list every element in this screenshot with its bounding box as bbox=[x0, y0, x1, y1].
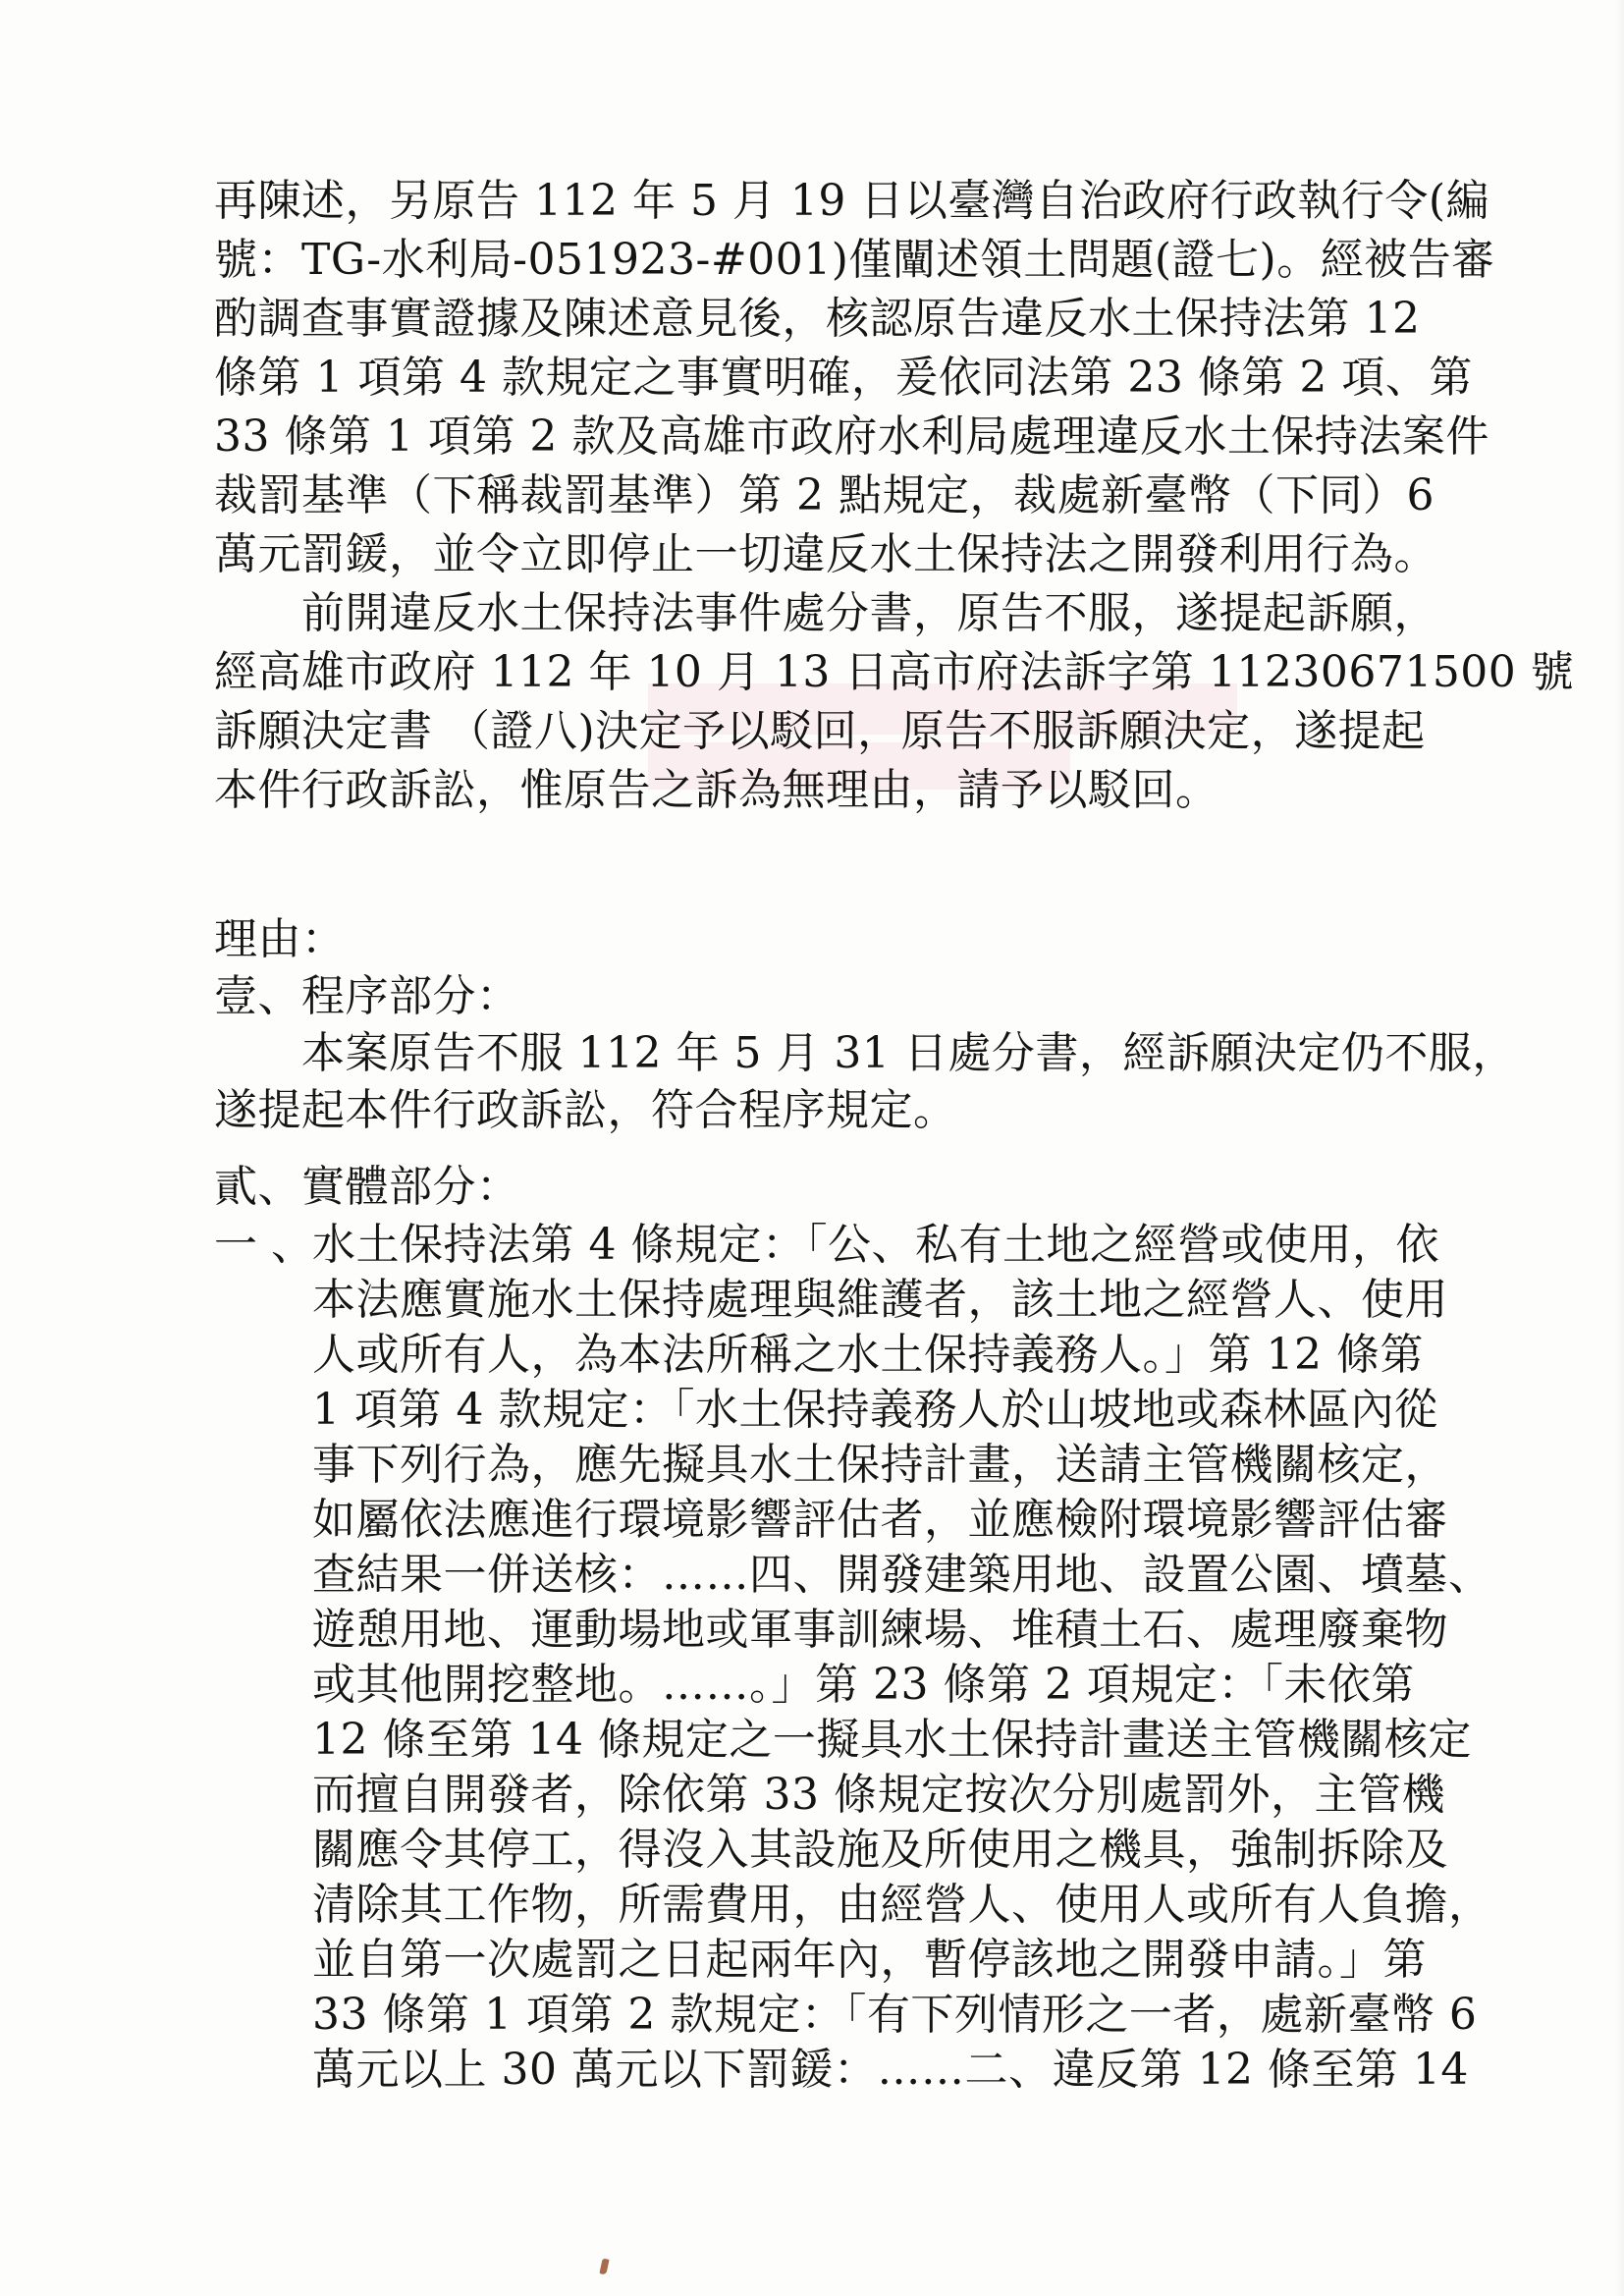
text-line: 本件行政訴訟，惟原告之訴為無理由，請予以駁回。 bbox=[214, 765, 1219, 815]
text-line: 而擅自開發者，除依第 33 條規定按次分別處罰外，主管機 bbox=[312, 1770, 1445, 1820]
text-line: 訴願決定書 （證八)決定予以駁回，原告不服訴願決定，遂提起 bbox=[214, 706, 1426, 756]
text-line: 查結果一併送核：……四、開發建築用地、設置公園、墳墓、 bbox=[312, 1550, 1492, 1600]
text-line: 如屬依法應進行環境影響評估者，並應檢附環境影響評估審 bbox=[312, 1495, 1448, 1545]
text-line: 12 條至第 14 條規定之一擬具水土保持計畫送主管機關核定 bbox=[312, 1715, 1472, 1765]
text-line: 遂提起本件行政訴訟，符合程序規定。 bbox=[214, 1085, 957, 1135]
text-line: 經高雄市政府 112 年 10 月 13 日高市府法訴字第 11230671500 號 bbox=[214, 647, 1575, 697]
text-line: 萬元以上 30 萬元以下罰鍰：……二、違反第 12 條至第 14 bbox=[312, 2045, 1469, 2095]
text-line: 條第 1 項第 4 款規定之事實明確，爰依同法第 23 條第 2 項、第 bbox=[214, 353, 1473, 403]
text-line: 1 項第 4 款規定：「水土保持義務人於山坡地或森林區內從 bbox=[312, 1385, 1438, 1435]
section1-heading: 壹、程序部分： bbox=[214, 971, 520, 1021]
text-line: 關應令其停工，得沒入其設施及所使用之機具，強制拆除及 bbox=[312, 1825, 1448, 1875]
text-line: 前開違反水土保持法事件處分書，原告不服，遂提起訴願， bbox=[214, 588, 1437, 638]
text-line: 再陳述，另原告 112 年 5 月 19 日以臺灣自治政府行政執行令(編 bbox=[214, 176, 1490, 226]
body-paragraphs bbox=[214, 172, 1575, 820]
list-item-1 bbox=[214, 1218, 1492, 2098]
text-line: 33 條第 1 項第 2 款規定：「有下列情形之一者，處新臺幣 6 bbox=[312, 1990, 1478, 2040]
section2-heading-block bbox=[214, 1159, 1443, 1216]
text-line: 裁罰基準（下稱裁罰基準）第 2 點規定，裁處新臺幣（下同）6 bbox=[214, 470, 1435, 520]
text-line: 本法應實施水土保持處理與維護者，該土地之經營人、使用 bbox=[312, 1275, 1448, 1325]
text-line: 酌調查事實證據及陳述意見後，核認原告違反水土保持法第 12 bbox=[214, 294, 1421, 344]
reason-section bbox=[214, 911, 1516, 1139]
text-line: 或其他開挖整地。……。」第 23 條第 2 項規定：「未依第 bbox=[312, 1660, 1415, 1710]
scan-edge-shadow bbox=[1616, 0, 1624, 2296]
text-line: 人或所有人，為本法所稱之水土保持義務人。」第 12 條第 bbox=[312, 1330, 1424, 1380]
text-line: 33 條第 1 項第 2 款及高雄市政府水利局處理違反水土保持法案件 bbox=[214, 411, 1489, 462]
text-line: 並自第一次處罰之日起兩年內，暫停該地之開發申請。」第 bbox=[312, 1935, 1427, 1985]
text-line: 號：TG-水利局-051923-#001)僅闡述領土問題(證七)。經被告審 bbox=[214, 235, 1495, 285]
text-line: 清除其工作物，所需費用，由經營人、使用人或所有人負擔， bbox=[312, 1880, 1492, 1930]
text-line: 本案原告不服 112 年 5 月 31 日處分書，經訴願決定仍不服， bbox=[214, 1028, 1516, 1078]
reason-heading: 理由： bbox=[214, 914, 346, 964]
text-line: 遊憩用地、運動場地或軍事訓練場、堆積土石、處理廢棄物 bbox=[312, 1605, 1448, 1655]
scan-speck-artifact bbox=[599, 2258, 609, 2274]
section2-heading: 貳、實體部分： bbox=[214, 1162, 520, 1212]
text-line: 事下列行為，應先擬具水土保持計畫，送請主管機關核定， bbox=[312, 1440, 1448, 1490]
text-line: 水土保持法第 4 條規定：「公、私有土地之經營或使用，依 bbox=[312, 1220, 1439, 1270]
list-item-number: 一、 bbox=[214, 1220, 328, 1270]
text-line: 萬元罰鍰，並令立即停止一切違反水土保持法之開發利用行為。 bbox=[214, 529, 1437, 579]
